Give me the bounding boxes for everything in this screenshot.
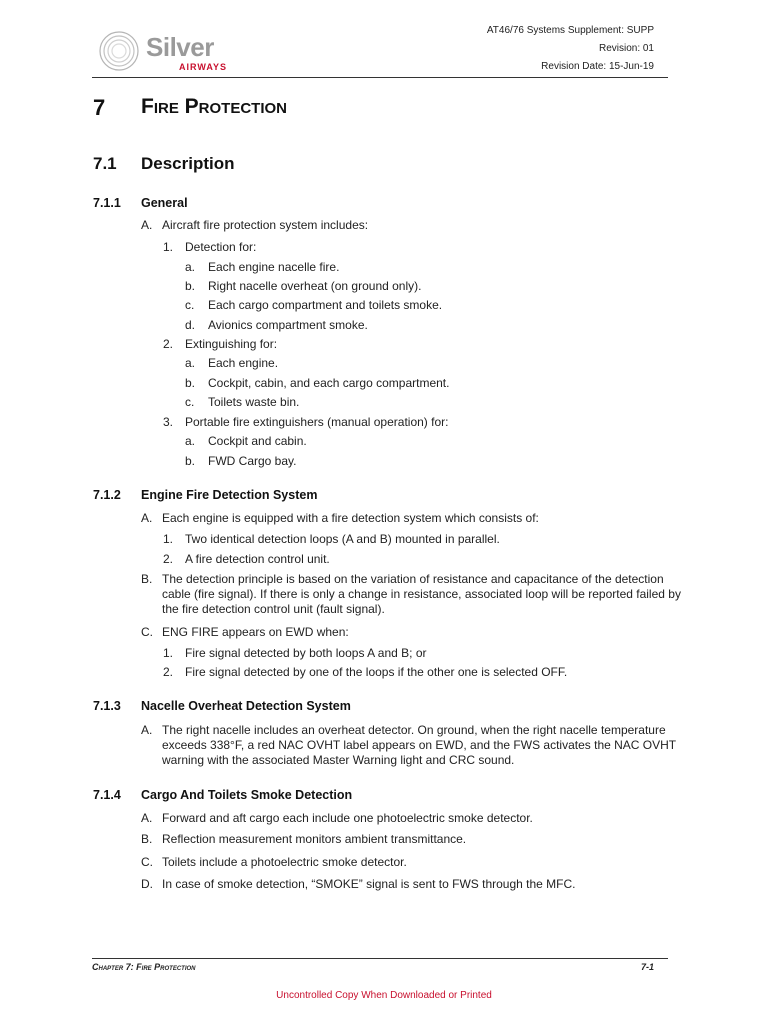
subsection-title: Engine Fire Detection System (141, 488, 318, 502)
list-marker: 2. (163, 665, 174, 679)
subsection-title: Cargo And Toilets Smoke Detection (141, 788, 353, 802)
list-item: Cockpit, cabin, and each cargo compartment. (208, 376, 450, 390)
subsection-number: 7.1.4 (93, 788, 121, 802)
list-item: Cockpit and cabin. (208, 434, 307, 448)
list-marker: a. (185, 356, 196, 370)
list-marker: c. (185, 395, 195, 409)
revision-date: Revision Date: 15-Jun-19 (541, 61, 654, 72)
list-marker: a. (185, 434, 196, 448)
list-marker: 1. (163, 240, 174, 254)
list-item: Each cargo compartment and toilets smoke. (208, 298, 443, 312)
list-marker: 1. (163, 532, 174, 546)
footer-chapter-label: Chapter 7: Fire Protection (92, 962, 196, 972)
list-item: Toilets waste bin. (208, 395, 300, 409)
list-marker: b. (185, 376, 196, 390)
list-marker: 1. (163, 646, 174, 660)
list-item: Right nacelle overheat (on ground only). (208, 279, 422, 293)
list-marker: A. (141, 811, 153, 825)
footer-rule (92, 958, 668, 959)
chapter-title: Fire Protection (141, 95, 288, 118)
list-marker: A. (141, 218, 153, 232)
list-item: The detection principle is based on the variation of resistance and capacitance of the detection cable (fire signal). If there is only a change in resistance, associated loop will be reported failed by the fire detection control unit (fault signal). (162, 572, 681, 616)
section-number: 7.1 (93, 154, 117, 173)
logo-wordmark: Silver (146, 32, 214, 62)
list-item: Toilets include a photoelectric smoke detector. (162, 855, 407, 869)
list-marker: a. (185, 260, 196, 274)
list-item: Portable fire extinguishers (manual operation) for: (185, 415, 449, 429)
list-item: Avionics compartment smoke. (208, 318, 368, 332)
list-item: Reflection measurement monitors ambient transmittance. (162, 832, 467, 846)
list-item: ENG FIRE appears on EWD when: (162, 625, 349, 639)
chapter-number: 7 (93, 95, 106, 120)
list-marker: 2. (163, 337, 174, 351)
logo (96, 28, 236, 76)
doc-title: AT46/76 Systems Supplement: SUPP (486, 25, 654, 36)
list-marker: 2. (163, 552, 174, 566)
list-item: Extinguishing for: (185, 337, 278, 351)
list-item: Each engine nacelle fire. (208, 260, 340, 274)
list-marker: D. (141, 877, 153, 891)
list-marker: C. (141, 625, 153, 639)
list-item: Each engine. (208, 356, 279, 370)
subsection-title: General (141, 196, 188, 210)
list-item: Fire signal detected by one of the loops if the other one is selected OFF. (185, 665, 568, 679)
list-marker: b. (185, 454, 196, 468)
uncontrolled-copy-notice: Uncontrolled Copy When Downloaded or Printed (276, 990, 492, 1001)
list-item: A fire detection control unit. (185, 552, 330, 566)
revision: Revision: 01 (598, 43, 654, 54)
list-item: FWD Cargo bay. (208, 454, 297, 468)
subsection-number: 7.1.2 (93, 488, 121, 502)
list-marker: C. (141, 855, 153, 869)
list-item: Fire signal detected by both loops A and B; or (185, 646, 427, 660)
list-marker: 3. (163, 415, 174, 429)
list-item: In case of smoke detection, “SMOKE” signal is sent to FWS through the MFC. (162, 877, 576, 891)
list-marker: b. (185, 279, 196, 293)
header-rule (92, 77, 668, 78)
subsection-number: 7.1.3 (93, 699, 121, 713)
list-marker: B. (141, 832, 153, 846)
list-item: Aircraft fire protection system includes: (162, 218, 369, 232)
list-item: Each engine is equipped with a fire detection system which consists of: (162, 511, 539, 525)
subsection-number: 7.1.1 (93, 196, 121, 210)
logo-subtext: AIRWAYS (179, 62, 228, 72)
subsection-title: Nacelle Overheat Detection System (141, 699, 351, 713)
list-item: Forward and aft cargo each include one photoelectric smoke detector. (162, 811, 533, 825)
list-marker: A. (141, 723, 153, 737)
section-title: Description (141, 154, 235, 173)
list-item: The right nacelle includes an overheat detector. On ground, when the right nacelle temperature exceeds 338°F, a red NAC OVHT label appears on EWD, and the FWS activates the NAC OVHT warning with the associated Master Warning light and CRC sound. (162, 723, 676, 767)
list-item: Detection for: (185, 240, 257, 254)
list-marker: c. (185, 298, 195, 312)
logo-swirl-icon (96, 28, 142, 74)
list-marker: d. (185, 318, 196, 332)
list-marker: B. (141, 572, 153, 586)
page-number: 7-1 (640, 962, 654, 972)
list-marker: A. (141, 511, 153, 525)
list-item: Two identical detection loops (A and B) mounted in parallel. (185, 532, 500, 546)
